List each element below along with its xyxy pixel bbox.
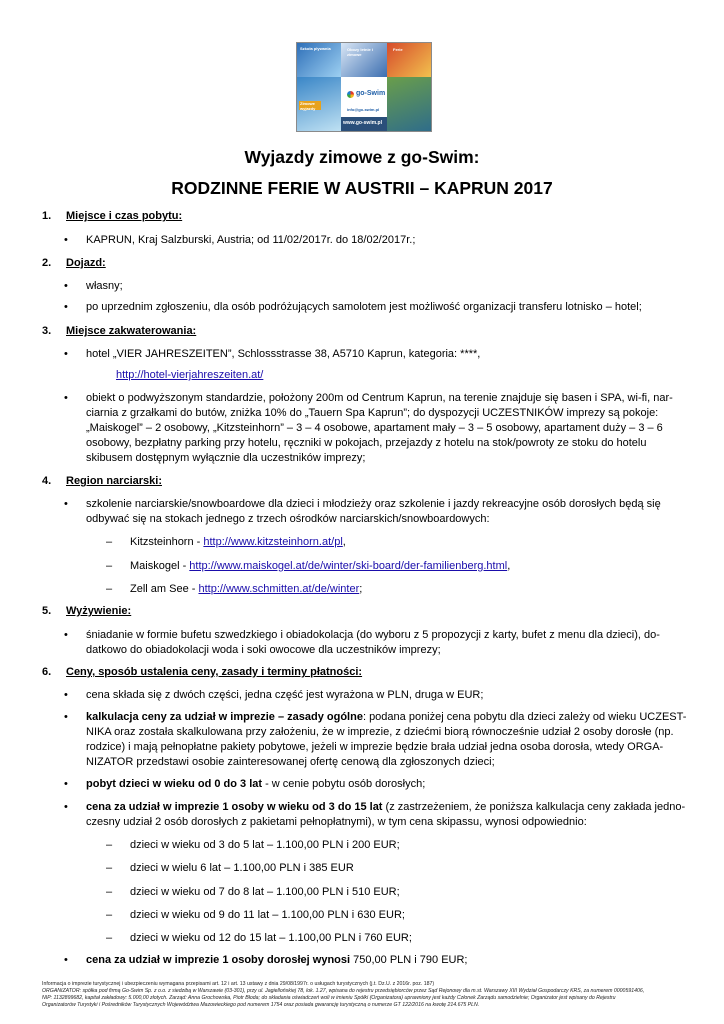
footer-line: Organizatorów Turystyki i Pośredników Turystycznych Województwa Mazowieckiego pod numerem 1754 oraz posiada gwarancję turystyczną o numerze GT 122/2016 na kwotę 214.675 PLN. xyxy=(42,1002,480,1008)
banner-tag xyxy=(299,101,321,110)
list-item: pobyt dzieci w wieku od 0 do 3 lat - w cenie pobytu osób dorosłych; xyxy=(86,778,426,790)
banner-tile-label: Obozy letnie i zimowe xyxy=(347,47,374,57)
dash-icon: – xyxy=(106,909,113,921)
document-subtitle: RODZINNE FERIE W AUSTRII – KAPRUN 2017 xyxy=(171,178,553,198)
document-title: Wyjazdy zimowe z go-Swim: xyxy=(244,147,480,167)
dash-icon: – xyxy=(106,839,113,851)
bullet-icon: • xyxy=(64,629,68,641)
paragraph-line: skibusem dostępnym wyłącznie dla uczestników imprezy; xyxy=(86,452,366,464)
paragraph-line: odbywać się na stokach jednego z trzech ośrodków narciarskich/snowboardowych: xyxy=(86,513,490,525)
banner-tile-lake xyxy=(387,77,431,131)
paragraph-line: śniadanie w formie bufetu szwedzkiego i obiadokolacja (do wyboru z 5 propozycji z karty, bufet z menu dla dzieci), do- xyxy=(86,629,660,641)
paragraph-line: szkolenie narciarskie/snowboardowe dla dzieci i młodzieży oraz szkolenie i jazdy rekreacyjne osób dorosłych będą się xyxy=(86,498,661,510)
paragraph-line: NIKA oraz została skalkulowana przy założeniu, że w imprezie, z dziećmi biorą równocześnie udział 2 osoby dorosłe (np. xyxy=(86,726,674,738)
resort-item: Zell am See - http://www.schmitten.at/de/winter; xyxy=(130,583,363,595)
dash-icon: – xyxy=(106,560,113,572)
paragraph-line: ciarnia z grzałkami do butów, zniżka 10% do „Tauern Spa Kaprun”; do dyspozycji UCZESTNIKÓW imprezy są pokoje: xyxy=(86,407,659,419)
section-number: 6. xyxy=(42,666,52,678)
bullet-icon: • xyxy=(64,954,68,966)
section-number: 3. xyxy=(42,325,52,337)
schmitten-link[interactable]: http://www.schmitten.at/de/winter xyxy=(198,583,360,595)
paragraph-line: obiekt o podwyższonym standardzie, położony 200m od Centrum Kaprun, na terenie znajduje się basen i SPA, wi-fi, nar- xyxy=(86,392,673,404)
bullet-icon: • xyxy=(64,778,68,790)
price-item: dzieci w wieku od 3 do 5 lat – 1.100,00 PLN i 200 EUR; xyxy=(130,839,400,851)
paragraph-line: czesny udział 2 osób dorosłych z pakietami pełnopłatnymi), w tym cena skipassu, wynosi odpowiednio: xyxy=(86,816,587,828)
dash-icon: – xyxy=(106,886,113,898)
banner-logo-panel xyxy=(341,77,387,117)
bullet-icon: • xyxy=(64,301,68,313)
section-heading: Miejsce zakwaterowania: xyxy=(66,325,197,337)
go-swim-banner-image xyxy=(296,42,432,132)
paragraph-line: rodzice) i mają pełnopłatne pakiety pobytowe, jeżeli w imprezie będzie brała udział jedna osoba dorosła, wtedy ORGA- xyxy=(86,741,664,753)
paragraph-line: datkowo do obiadokolacji woda i soki owocowe dla uczestników imprezy; xyxy=(86,644,441,656)
paragraph-line: kalkulacja ceny za udział w imprezie – zasady ogólne: podana poniżej cena pobytu dla dzieci zależy od wieku UCZEST- xyxy=(86,711,687,723)
footer-note xyxy=(42,981,682,1009)
section-heading: Dojazd: xyxy=(66,257,106,269)
bullet-icon: • xyxy=(64,689,68,701)
list-item: cena za udział w imprezie 1 osoby dorosłej wynosi 750,00 PLN i 790 EUR; xyxy=(86,954,468,966)
list-item: po uprzednim zgłoszeniu, dla osób podróżujących samolotem jest możliwość organizacji transferu lotnisko – hotel; xyxy=(86,301,642,313)
bullet-icon: • xyxy=(64,801,68,813)
resort-item: Maiskogel - http://www.maiskogel.at/de/winter/ski-board/der-familienberg.html, xyxy=(130,560,511,572)
kitzsteinhorn-link[interactable]: http://www.kitzsteinhorn.at/pl xyxy=(203,536,343,548)
section-number: 5. xyxy=(42,605,52,617)
banner-tile-swim-school xyxy=(297,43,341,77)
paragraph-line: NIZATOR przedstawi osobie zainteresowanej ofertę cenową dla zgłoszonych dzieci; xyxy=(86,756,495,768)
banner-tile-label: Szkoła pływania xyxy=(300,46,331,51)
banner-tile-winter xyxy=(297,77,341,131)
hotel-link[interactable]: http://hotel-vierjahreszeiten.at/ xyxy=(116,369,264,381)
section-heading: Miejsce i czas pobytu: xyxy=(66,210,183,222)
go-swim-logo-text: go-Swim xyxy=(356,90,386,97)
go-swim-logo-icon xyxy=(347,91,354,98)
dash-icon: – xyxy=(106,583,113,595)
paragraph-line: „Maiskogel” – 2 osobowy, „Kitzsteinhorn” – 3 – 4 osobowe, apartament mały – 3 – 5 osobowy, apartament duży – 3 – 6 xyxy=(86,422,663,434)
banner-contact: info@go-swim.pl xyxy=(347,107,380,112)
banner-tile-label: Zimowe wyjazdy xyxy=(300,101,316,111)
price-item: dzieci w wieku od 12 do 15 lat – 1.100,00 PLN i 760 EUR; xyxy=(130,932,412,944)
section-heading: Ceny, sposób ustalenia ceny, zasady i terminy płatności: xyxy=(66,666,363,678)
dash-icon: – xyxy=(106,862,113,874)
footer-line: Informacja o imprezie turystycznej i ubezpieczeniu wymagana przepisami art. 12 i art. 13 ustawy z dnia 29/08/1997r. o usługach turystycznych (j.t. Dz.U. z 2016r. poz. 187) xyxy=(42,981,435,987)
paragraph-line: osobowy, bezpłatny parking przy hotelu, ręczniki w pokojach, przejazdy z hotelu na stok/powroty ze stoku do hotelu xyxy=(86,437,647,449)
price-item: dzieci w wieku od 7 do 8 lat – 1.100,00 PLN i 510 EUR; xyxy=(130,886,400,898)
list-item: hotel „VIER JAHRESZEITEN”, Schlossstrasse 38, A5710 Kaprun, kategoria: ****, xyxy=(86,348,481,360)
section-heading: Wyżywienie: xyxy=(66,605,132,617)
banner-tile-camps xyxy=(341,43,387,77)
list-item: własny; xyxy=(86,280,123,292)
bullet-icon: • xyxy=(64,498,68,510)
price-item: dzieci w wielu 6 lat – 1.100,00 PLN i 385 EUR xyxy=(130,862,354,874)
maiskogel-link[interactable]: http://www.maiskogel.at/de/winter/ski-board/der-familienberg.html xyxy=(189,560,508,572)
paragraph-line: cena za udział w imprezie 1 osoby w wieku od 3 do 15 lat (z zastrzeżeniem, że poniższa kalkulacja ceny zakłada jedno- xyxy=(86,801,686,813)
section-number: 2. xyxy=(42,257,52,269)
section-number: 4. xyxy=(42,475,52,487)
footer-line: NIP: 1132899682, kapitał zakładowy: 5.000,00 złotych. Zarząd: Anna Grochowska, Piotr Błoda; do składania oświadczeń woli w imieniu Spółki (Organizatora) uprawniony jest każdy Członek Zarządu samodzielnie; Organizator jest wpisany do Rejestru xyxy=(42,995,616,1001)
bullet-icon: • xyxy=(64,711,68,723)
banner-url-strip xyxy=(341,117,387,131)
banner-tile-holidays xyxy=(387,43,431,77)
list-item: cena składa się z dwóch części, jedna część jest wyrażona w PLN, druga w EUR; xyxy=(86,689,484,701)
list-item: KAPRUN, Kraj Salzburski, Austria; od 11/02/2017r. do 18/02/2017r.; xyxy=(86,234,416,246)
banner-tile-label: Ferie xyxy=(393,47,403,52)
resort-item: Kitzsteinhorn - http://www.kitzsteinhorn.at/pl, xyxy=(130,536,346,548)
section-number: 1. xyxy=(42,210,52,222)
dash-icon: – xyxy=(106,932,113,944)
bullet-icon: • xyxy=(64,280,68,292)
bullet-icon: • xyxy=(64,392,68,404)
bullet-icon: • xyxy=(64,234,68,246)
dash-icon: – xyxy=(106,536,113,548)
section-heading: Region narciarski: xyxy=(66,475,162,487)
bullet-icon: • xyxy=(64,348,68,360)
banner-url: www.go-swim.pl xyxy=(343,120,382,126)
price-item: dzieci w wieku od 9 do 11 lat – 1.100,00 PLN i 630 EUR; xyxy=(130,909,405,921)
footer-line: ORGANIZATOR: spółka pod firmą Go-Swim Sp. z o.o. z siedzibą w Warszawie (03-301), przy ul. Jagiellońskiej 78, lok. 1.27, wpisana do rejestru przedsiębiorców przez Sąd Rejonowy dla m.st. Warszawy XIII Wydział Gospodarczy KRS, za numerem 0000591406, xyxy=(42,988,645,994)
